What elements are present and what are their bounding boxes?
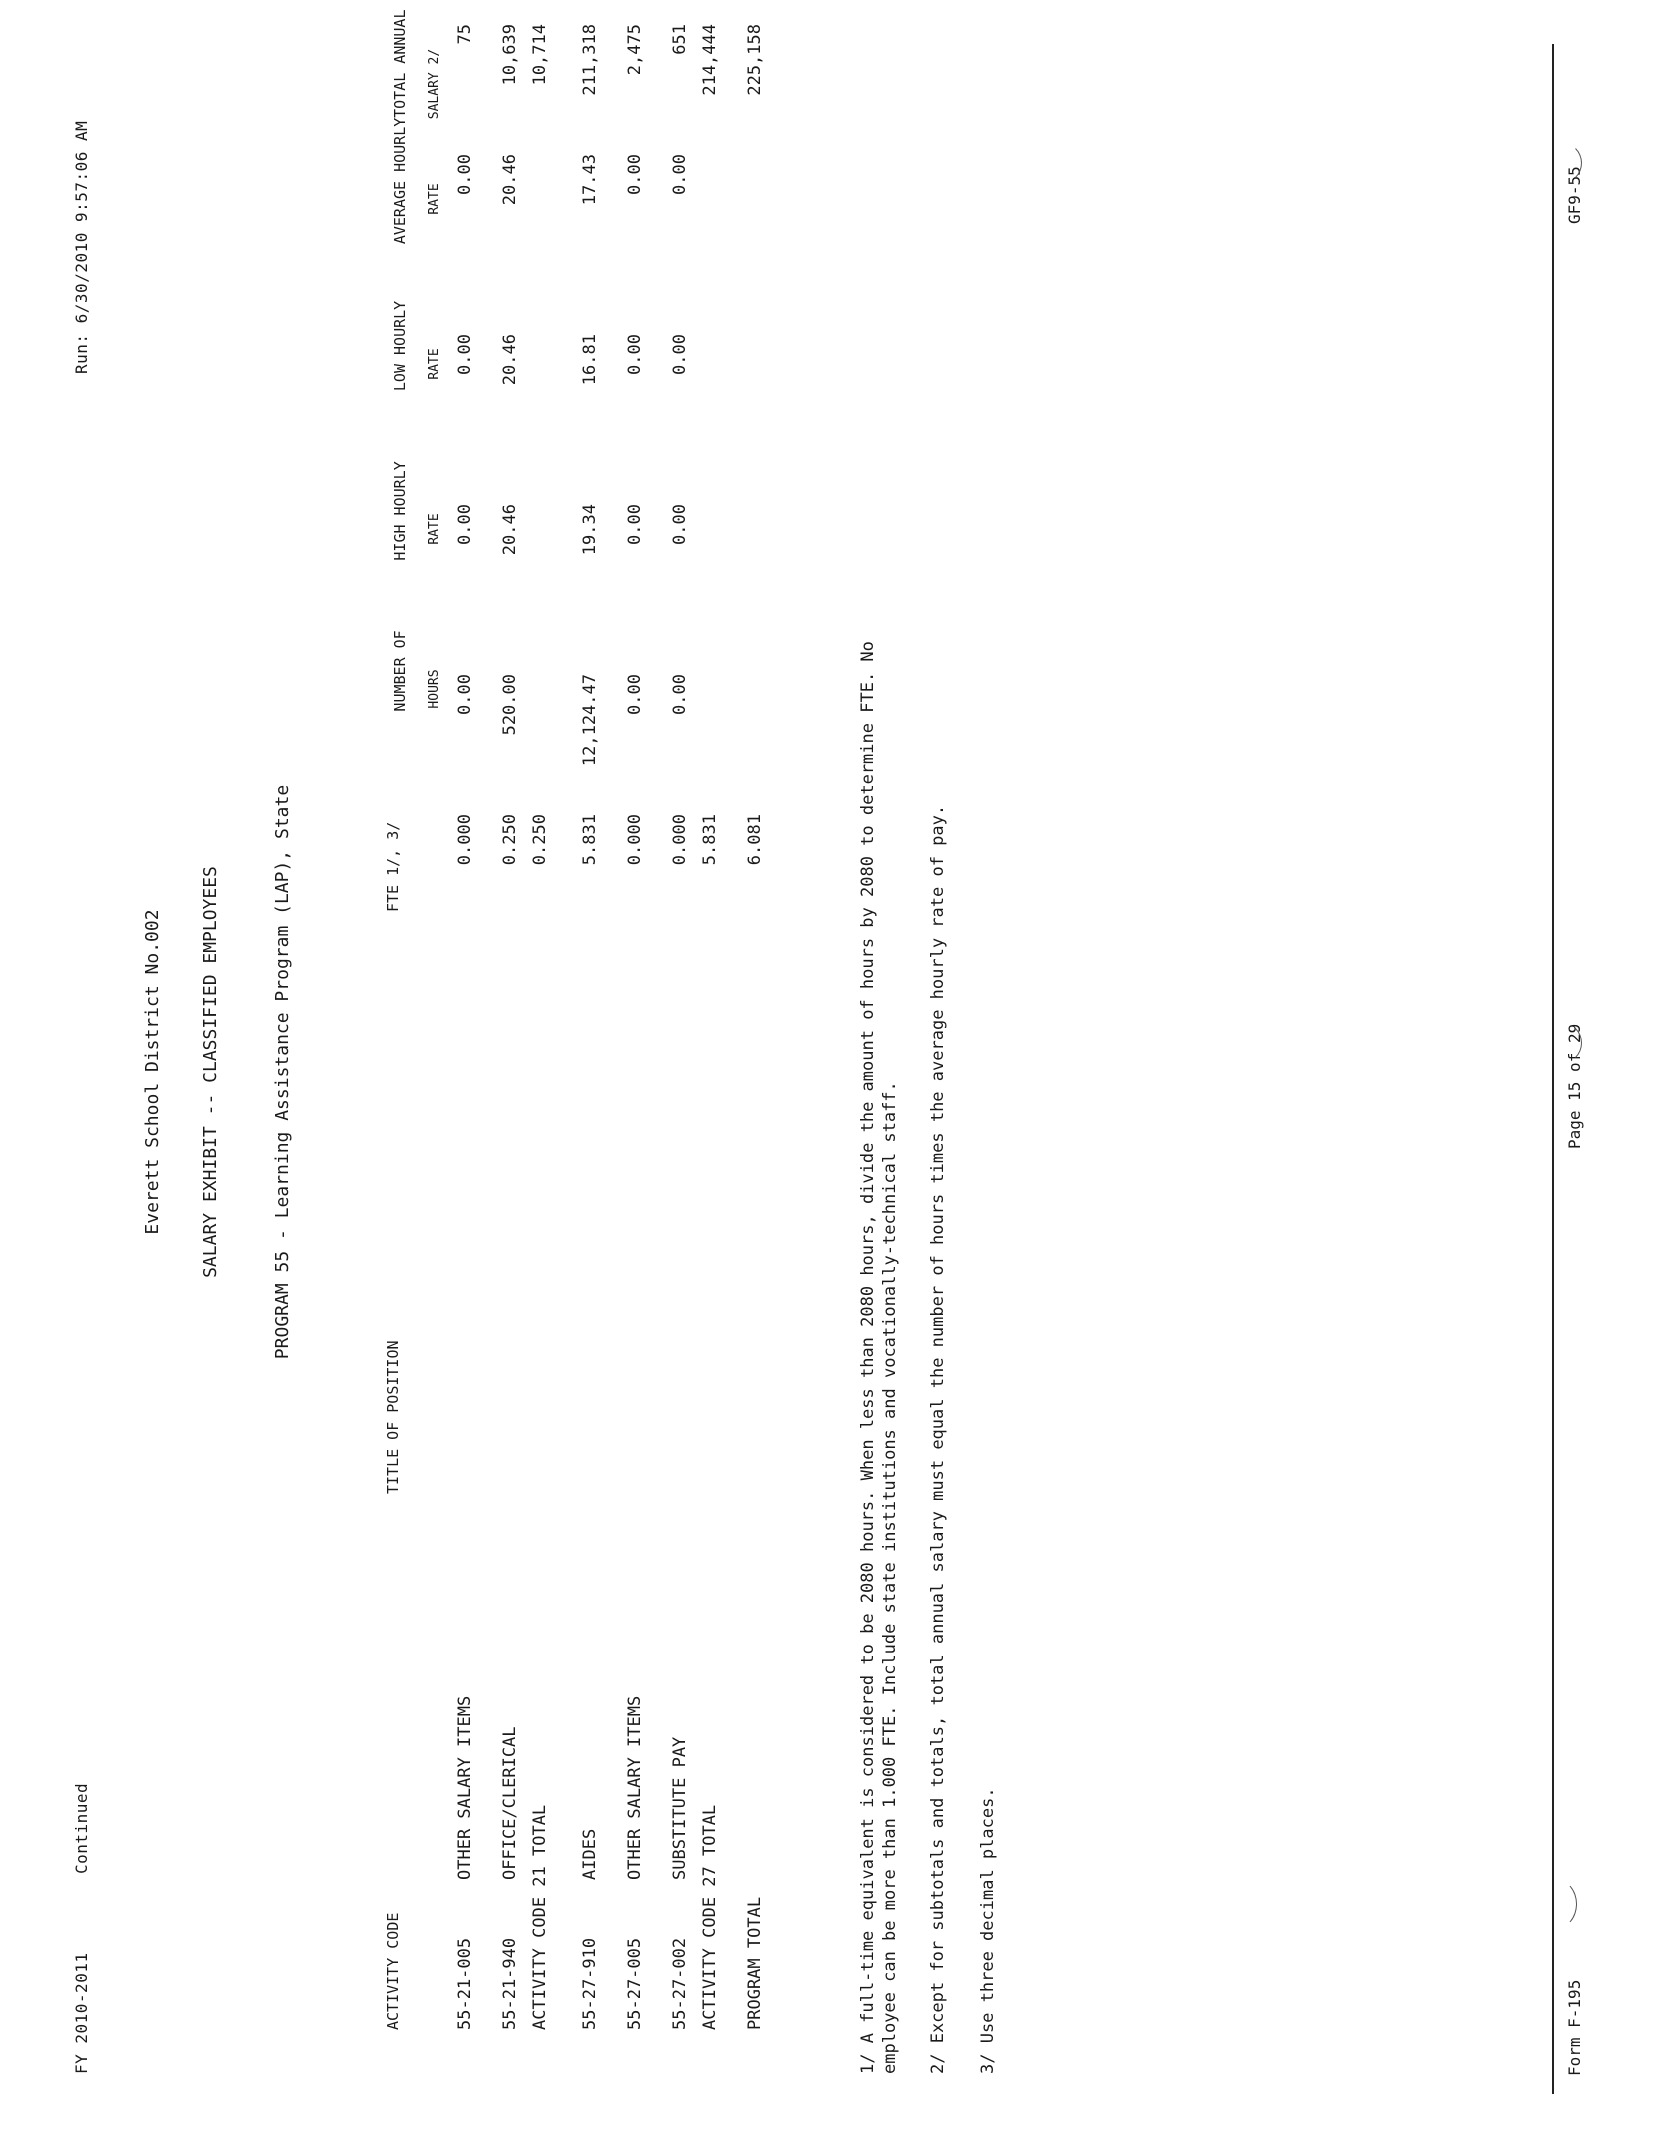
footnote-2: 2/ Except for subtotals and totals, total annual salary must equal the number of hours times the average hourly rate of pay. bbox=[928, 804, 948, 2074]
program-total-label: PROGRAM TOTAL bbox=[745, 1896, 765, 2030]
col-avg-line1: AVERAGE HOURLY bbox=[391, 117, 409, 245]
col-high-line1: HIGH HOURLY bbox=[391, 461, 409, 561]
row-activity-code: 55-27-005 bbox=[625, 1937, 645, 2030]
district-name: Everett School District No.002 bbox=[142, 909, 163, 1235]
row-position-title: SUBSTITUTE PAY bbox=[670, 1736, 690, 1880]
punch-hole-mark-left bbox=[1535, 1879, 1577, 1929]
row-fte: 0.000 bbox=[625, 814, 645, 866]
footer-rule bbox=[1552, 44, 1554, 2094]
footnote-1-line-1: 1/ A full-time equivalent is considered to be 2080 hours. When less than 2080 hours, divide the amount of hours by 2080 to determine FTE. No bbox=[858, 641, 878, 2074]
row-avg-rate: 20.46 bbox=[500, 154, 520, 206]
row-activity-code: 55-21-005 bbox=[455, 1937, 475, 2030]
row-avg-rate: 0.00 bbox=[455, 154, 475, 195]
row-position-title: OFFICE/CLERICAL bbox=[500, 1726, 520, 1880]
row-low-rate: 16.81 bbox=[580, 334, 600, 386]
row-fte: 0.000 bbox=[670, 814, 690, 866]
col-low-line1: LOW HOURLY bbox=[391, 300, 409, 392]
row-hours: 520.00 bbox=[500, 674, 520, 736]
row-high-rate: 0.00 bbox=[625, 504, 645, 545]
row-total-salary: 651 bbox=[670, 24, 690, 55]
row-hours: 0.00 bbox=[670, 674, 690, 715]
row-total-salary: 211,318 bbox=[580, 24, 600, 96]
subtotal-label: ACTIVITY CODE 27 TOTAL bbox=[700, 1804, 720, 2030]
subtotal-label: ACTIVITY CODE 21 TOTAL bbox=[530, 1804, 550, 2030]
footnote-3: 3/ Use three decimal places. bbox=[978, 1787, 998, 2074]
row-activity-code: 55-27-002 bbox=[670, 1937, 690, 2030]
row-low-rate: 20.46 bbox=[500, 334, 520, 386]
row-avg-rate: 0.00 bbox=[670, 154, 690, 195]
form-number: Form F-195 bbox=[1565, 1979, 1584, 2076]
footnote-1-line-2: employee can be more than 1.000 FTE. Include state institutions and vocationally-technical staff. bbox=[880, 1081, 900, 2074]
col-avg-line2: RATE bbox=[427, 183, 442, 215]
col-fte: FTE 1/, 3/ bbox=[384, 821, 402, 912]
run-timestamp: Run: 6/30/2010 9:57:06 AM bbox=[72, 120, 91, 374]
col-title-of-position: TITLE OF POSITION bbox=[384, 1340, 402, 1494]
row-fte: 5.831 bbox=[580, 814, 600, 866]
row-hours: 0.00 bbox=[455, 674, 475, 715]
col-total-line2: SALARY 2/ bbox=[427, 48, 442, 120]
row-high-rate: 0.00 bbox=[455, 504, 475, 545]
row-low-rate: 0.00 bbox=[625, 334, 645, 375]
continued-label: Continued bbox=[72, 1782, 91, 1874]
row-activity-code: 55-27-910 bbox=[580, 1937, 600, 2030]
program-total-fte: 6.081 bbox=[745, 814, 765, 866]
subtotal-fte: 5.831 bbox=[700, 814, 720, 866]
subtotal-fte: 0.250 bbox=[530, 814, 550, 866]
col-low-line2: RATE bbox=[427, 348, 442, 380]
row-total-salary: 10,639 bbox=[500, 24, 520, 86]
program-title: PROGRAM 55 - Learning Assistance Program (LAP), State bbox=[272, 784, 293, 1360]
subtotal-total-salary: 214,444 bbox=[700, 24, 720, 96]
row-low-rate: 0.00 bbox=[455, 334, 475, 375]
row-position-title: OTHER SALARY ITEMS bbox=[455, 1695, 475, 1880]
col-total-line1: TOTAL ANNUAL bbox=[391, 9, 409, 118]
row-position-title: OTHER SALARY ITEMS bbox=[625, 1695, 645, 1880]
exhibit-title: SALARY EXHIBIT -- CLASSIFIED EMPLOYEES bbox=[200, 866, 221, 1278]
row-high-rate: 20.46 bbox=[500, 504, 520, 556]
col-high-line2: RATE bbox=[427, 513, 442, 545]
row-hours: 12,124.47 bbox=[580, 674, 600, 767]
col-hours-line2: HOURS bbox=[427, 669, 442, 709]
row-activity-code: 55-21-940 bbox=[500, 1937, 520, 2030]
fiscal-year: FY 2010-2011 bbox=[72, 1952, 91, 2074]
row-fte: 0.250 bbox=[500, 814, 520, 866]
page-number: Page 15 of 29 bbox=[1565, 1023, 1584, 1149]
row-high-rate: 0.00 bbox=[670, 504, 690, 545]
row-hours: 0.00 bbox=[625, 674, 645, 715]
form-code: GF9-55 bbox=[1565, 166, 1584, 224]
row-position-title: AIDES bbox=[580, 1828, 600, 1880]
row-low-rate: 0.00 bbox=[670, 334, 690, 375]
program-total-salary: 225,158 bbox=[745, 24, 765, 96]
row-high-rate: 19.34 bbox=[580, 504, 600, 556]
row-total-salary: 2,475 bbox=[625, 24, 645, 76]
col-hours-line1: NUMBER OF bbox=[391, 630, 409, 712]
row-fte: 0.000 bbox=[455, 814, 475, 866]
row-avg-rate: 0.00 bbox=[625, 154, 645, 195]
col-activity-code: ACTIVITY CODE bbox=[384, 1912, 402, 2030]
row-avg-rate: 17.43 bbox=[580, 154, 600, 206]
punch-hole-mark-center bbox=[1540, 1022, 1582, 1064]
subtotal-total-salary: 10,714 bbox=[530, 24, 550, 86]
punch-hole-mark-right bbox=[1540, 142, 1582, 184]
row-total-salary: 75 bbox=[455, 24, 475, 45]
